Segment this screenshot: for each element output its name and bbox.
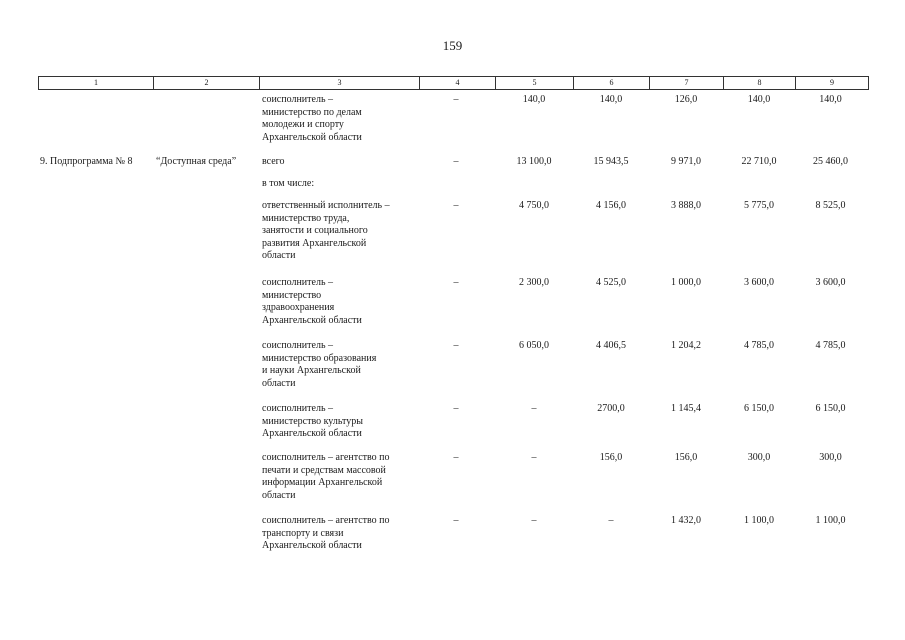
executor-cell	[262, 200, 418, 263]
executor-cell	[262, 178, 418, 191]
value-col5: 13 100,0	[516, 156, 552, 167]
value-col9: 6 150,0	[815, 403, 846, 414]
executor-cell	[262, 156, 418, 169]
program-name: 9. Подпрограмма № 8	[40, 156, 133, 167]
executor-line: соисполнитель –	[262, 94, 334, 105]
executor-line: соисполнитель –	[262, 340, 334, 351]
value-col4: –	[453, 277, 459, 288]
executor-line: всего	[262, 156, 285, 167]
page-number: 159	[442, 38, 463, 53]
executor-line: министерство	[262, 289, 322, 301]
value-col4: –	[453, 340, 459, 351]
executor-line: соисполнитель – агентство по	[262, 515, 390, 526]
value-col6: 4 406,5	[596, 340, 626, 351]
value-col9: 8 525,0	[815, 200, 846, 211]
executor-cell	[262, 94, 418, 144]
value-col5: 2 300,0	[519, 277, 549, 288]
executor-line: информации Архангельской	[262, 477, 383, 488]
executor-line: области	[262, 489, 296, 501]
value-col5: –	[531, 403, 537, 414]
executor-cell	[262, 452, 418, 502]
value-col6: 156,0	[599, 452, 623, 463]
value-col8: 3 600,0	[744, 277, 774, 288]
executor-line: занятости и социального	[262, 225, 368, 236]
value-col5: 4 750,0	[519, 200, 549, 211]
column-number: 7	[650, 77, 724, 90]
value-col4: –	[453, 403, 459, 414]
executor-line: области	[262, 377, 296, 389]
column-number: 8	[724, 77, 796, 90]
value-col7: 1 204,2	[671, 340, 701, 351]
value-col7: 156,0	[674, 452, 698, 463]
executor-line: в том числе:	[262, 178, 315, 189]
column-number: 1	[39, 77, 154, 90]
executor-line: соисполнитель –	[262, 277, 334, 288]
value-col7: 1 145,4	[671, 403, 701, 414]
executor-line: министерство по делам	[262, 106, 362, 118]
value-col6: 4 156,0	[596, 200, 626, 211]
value-col6: 4 525,0	[596, 277, 626, 288]
value-col4: –	[453, 156, 459, 167]
executor-line: и науки Архангельской	[262, 365, 361, 376]
column-number: 5	[496, 77, 574, 90]
executor-line: молодежи и спорту	[262, 119, 344, 130]
value-col9: 1 100,0	[815, 515, 846, 526]
executor-line: Архангельской области	[262, 131, 362, 143]
column-number: 9	[796, 77, 869, 90]
value-col8: 6 150,0	[744, 403, 774, 414]
executor-cell	[262, 403, 418, 441]
column-number: 2	[154, 77, 260, 90]
column-header-table	[38, 76, 869, 90]
value-col9: 25 460,0	[813, 156, 848, 167]
subprogram-title: “Доступная среда”	[156, 156, 237, 167]
value-col5: 6 050,0	[519, 340, 549, 351]
value-col5: –	[531, 515, 537, 526]
value-col6: 2700,0	[597, 403, 625, 414]
executor-line: развития Архангельской	[262, 237, 367, 249]
value-col4: –	[453, 94, 459, 105]
value-col7: 1 000,0	[671, 277, 701, 288]
value-col7: 1 432,0	[671, 515, 701, 526]
column-number-row	[39, 77, 869, 90]
value-col4: –	[453, 452, 459, 463]
value-col6: –	[608, 515, 614, 526]
executor-line: здравоохранения	[262, 302, 335, 313]
executor-line: министерство культуры	[262, 415, 363, 427]
value-col8: 4 785,0	[744, 340, 774, 351]
executor-cell	[262, 515, 418, 553]
executor-line: Архангельской области	[262, 314, 362, 326]
value-col9: 4 785,0	[815, 340, 846, 351]
value-col6: 140,0	[599, 94, 623, 105]
executor-cell	[262, 277, 418, 327]
executor-line: соисполнитель –	[262, 403, 334, 414]
value-col8: 140,0	[747, 94, 771, 105]
executor-line: Архангельской области	[262, 428, 362, 439]
value-col7: 126,0	[674, 94, 698, 105]
executor-line: соисполнитель – агентство по	[262, 452, 390, 463]
value-col8: 300,0	[747, 452, 771, 463]
value-col8: 5 775,0	[744, 200, 774, 211]
column-number: 3	[260, 77, 420, 90]
value-col5: 140,0	[522, 94, 546, 105]
executor-line: министерство труда,	[262, 212, 350, 224]
value-col9: 300,0	[819, 452, 842, 463]
value-col9: 3 600,0	[815, 277, 846, 288]
executor-line: министерство образования	[262, 352, 377, 364]
value-col6: 15 943,5	[593, 156, 629, 167]
value-col4: –	[453, 200, 459, 211]
executor-line: ответственный исполнитель –	[262, 200, 390, 211]
executor-line: области	[262, 250, 296, 261]
executor-line: печати и средствам массовой	[262, 464, 386, 476]
value-col9: 140,0	[819, 94, 842, 105]
value-col7: 9 971,0	[671, 156, 701, 167]
value-col5: –	[531, 452, 537, 463]
executor-line: Архангельской области	[262, 540, 362, 551]
executor-line: транспорту и связи	[262, 527, 344, 539]
value-col7: 3 888,0	[671, 200, 701, 211]
value-col8: 1 100,0	[744, 515, 774, 526]
value-col8: 22 710,0	[741, 156, 777, 167]
executor-cell	[262, 340, 418, 390]
value-col4: –	[453, 515, 459, 526]
column-number: 4	[420, 77, 496, 90]
column-number: 6	[574, 77, 650, 90]
